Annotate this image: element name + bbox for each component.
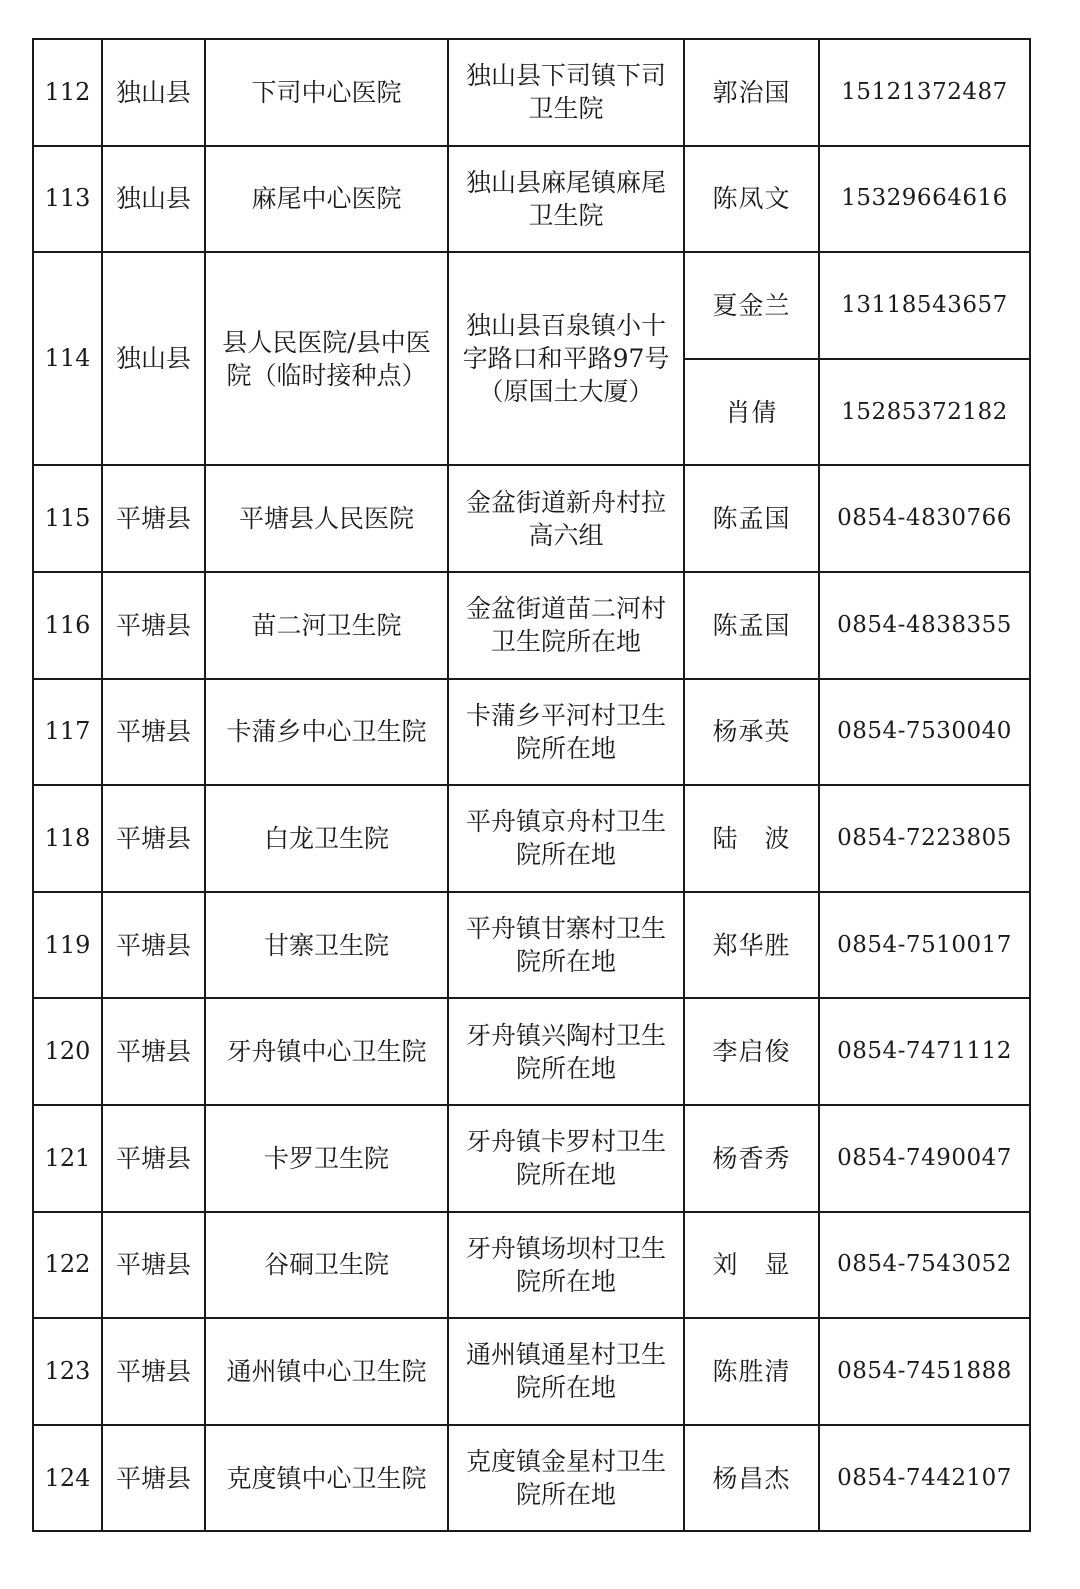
institution-cell: 卡罗卫生院 <box>205 1105 448 1212</box>
table-row <box>33 785 1030 892</box>
table-row <box>33 572 1030 679</box>
contact-phone-cell: 0854-7530040 <box>819 679 1030 786</box>
institution-cell: 平塘县人民医院 <box>205 465 448 572</box>
contact-phone-cell: 0854-7510017 <box>819 892 1030 999</box>
table-row <box>33 252 1030 359</box>
row-number: 120 <box>33 998 102 1105</box>
table-row <box>33 1318 1030 1425</box>
table-row <box>33 1105 1030 1212</box>
contact-phone-cell: 15329664616 <box>819 146 1030 253</box>
county-cell: 平塘县 <box>102 1105 205 1212</box>
contact-phone-cell: 0854-4838355 <box>819 572 1030 679</box>
contact-phone-cell: 0854-7543052 <box>819 1212 1030 1319</box>
vaccination-site-cell: 金盆街道新舟村拉高六组 <box>448 465 684 572</box>
institution-cell: 卡蒲乡中心卫生院 <box>205 679 448 786</box>
contact-name-cell: 陈孟国 <box>684 572 819 679</box>
contact-name-cell: 陈胜清 <box>684 1318 819 1425</box>
row-number: 122 <box>33 1212 102 1319</box>
institution-cell: 通州镇中心卫生院 <box>205 1318 448 1425</box>
county-cell: 平塘县 <box>102 1425 205 1532</box>
vaccination-site-cell: 牙舟镇兴陶村卫生院所在地 <box>448 998 684 1105</box>
row-number: 113 <box>33 146 102 253</box>
contact-phone-cell: 0854-7442107 <box>819 1425 1030 1532</box>
county-cell: 平塘县 <box>102 679 205 786</box>
vaccination-site-cell: 牙舟镇卡罗村卫生院所在地 <box>448 1105 684 1212</box>
county-cell: 独山县 <box>102 252 205 465</box>
vaccination-site-table <box>32 38 1031 1532</box>
contact-phone-cell: 13118543657 <box>819 252 1030 359</box>
institution-cell: 下司中心医院 <box>205 39 448 146</box>
table-row <box>33 465 1030 572</box>
contact-name-cell: 杨承英 <box>684 679 819 786</box>
county-cell: 平塘县 <box>102 572 205 679</box>
institution-cell: 麻尾中心医院 <box>205 146 448 253</box>
vaccination-site-cell: 独山县下司镇下司卫生院 <box>448 39 684 146</box>
contact-name-cell: 夏金兰 <box>684 252 819 359</box>
contact-phone-cell: 15285372182 <box>819 359 1030 466</box>
contact-name-cell: 陆 波 <box>684 785 819 892</box>
institution-cell: 苗二河卫生院 <box>205 572 448 679</box>
county-cell: 独山县 <box>102 39 205 146</box>
vaccination-site-cell: 通州镇通星村卫生院所在地 <box>448 1318 684 1425</box>
institution-cell: 县人民医院/县中医院（临时接种点） <box>205 252 448 465</box>
row-number: 114 <box>33 252 102 465</box>
contact-name-cell: 郑华胜 <box>684 892 819 999</box>
table-row <box>33 39 1030 146</box>
row-number: 116 <box>33 572 102 679</box>
county-cell: 独山县 <box>102 146 205 253</box>
contact-name-cell: 刘 显 <box>684 1212 819 1319</box>
row-number: 121 <box>33 1105 102 1212</box>
vaccination-site-cell: 平舟镇京舟村卫生院所在地 <box>448 785 684 892</box>
table-row <box>33 679 1030 786</box>
row-number: 124 <box>33 1425 102 1532</box>
contact-name-cell: 杨香秀 <box>684 1105 819 1212</box>
table-row <box>33 146 1030 253</box>
contact-phone-cell: 0854-7223805 <box>819 785 1030 892</box>
county-cell: 平塘县 <box>102 1212 205 1319</box>
contact-phone-cell: 0854-4830766 <box>819 465 1030 572</box>
vaccination-site-cell: 独山县百泉镇小十字路口和平路97号（原国土大厦） <box>448 252 684 465</box>
contact-name-cell: 杨昌杰 <box>684 1425 819 1532</box>
vaccination-site-cell: 平舟镇甘寨村卫生院所在地 <box>448 892 684 999</box>
row-number: 115 <box>33 465 102 572</box>
vaccination-site-cell: 牙舟镇场坝村卫生院所在地 <box>448 1212 684 1319</box>
table-row <box>33 998 1030 1105</box>
vaccination-site-cell: 金盆街道苗二河村卫生院所在地 <box>448 572 684 679</box>
contact-name-cell: 肖倩 <box>684 359 819 466</box>
contact-name-cell: 陈凤文 <box>684 146 819 253</box>
contact-phone-cell: 0854-7451888 <box>819 1318 1030 1425</box>
institution-cell: 谷硐卫生院 <box>205 1212 448 1319</box>
contact-name-cell: 郭治国 <box>684 39 819 146</box>
row-number: 119 <box>33 892 102 999</box>
institution-cell: 白龙卫生院 <box>205 785 448 892</box>
contact-phone-cell: 15121372487 <box>819 39 1030 146</box>
county-cell: 平塘县 <box>102 785 205 892</box>
institution-cell: 甘寨卫生院 <box>205 892 448 999</box>
row-number: 118 <box>33 785 102 892</box>
county-cell: 平塘县 <box>102 892 205 999</box>
contact-phone-cell: 0854-7490047 <box>819 1105 1030 1212</box>
contact-name-cell: 陈孟国 <box>684 465 819 572</box>
institution-cell: 牙舟镇中心卫生院 <box>205 998 448 1105</box>
contact-name-cell: 李启俊 <box>684 998 819 1105</box>
county-cell: 平塘县 <box>102 998 205 1105</box>
row-number: 123 <box>33 1318 102 1425</box>
vaccination-site-cell: 独山县麻尾镇麻尾卫生院 <box>448 146 684 253</box>
county-cell: 平塘县 <box>102 1318 205 1425</box>
table-row <box>33 892 1030 999</box>
row-number: 117 <box>33 679 102 786</box>
vaccination-site-cell: 卡蒲乡平河村卫生院所在地 <box>448 679 684 786</box>
contact-phone-cell: 0854-7471112 <box>819 998 1030 1105</box>
vaccination-site-cell: 克度镇金星村卫生院所在地 <box>448 1425 684 1532</box>
row-number: 112 <box>33 39 102 146</box>
county-cell: 平塘县 <box>102 465 205 572</box>
table-row <box>33 1425 1030 1532</box>
table-body <box>33 39 1030 1531</box>
table-row <box>33 1212 1030 1319</box>
institution-cell: 克度镇中心卫生院 <box>205 1425 448 1532</box>
